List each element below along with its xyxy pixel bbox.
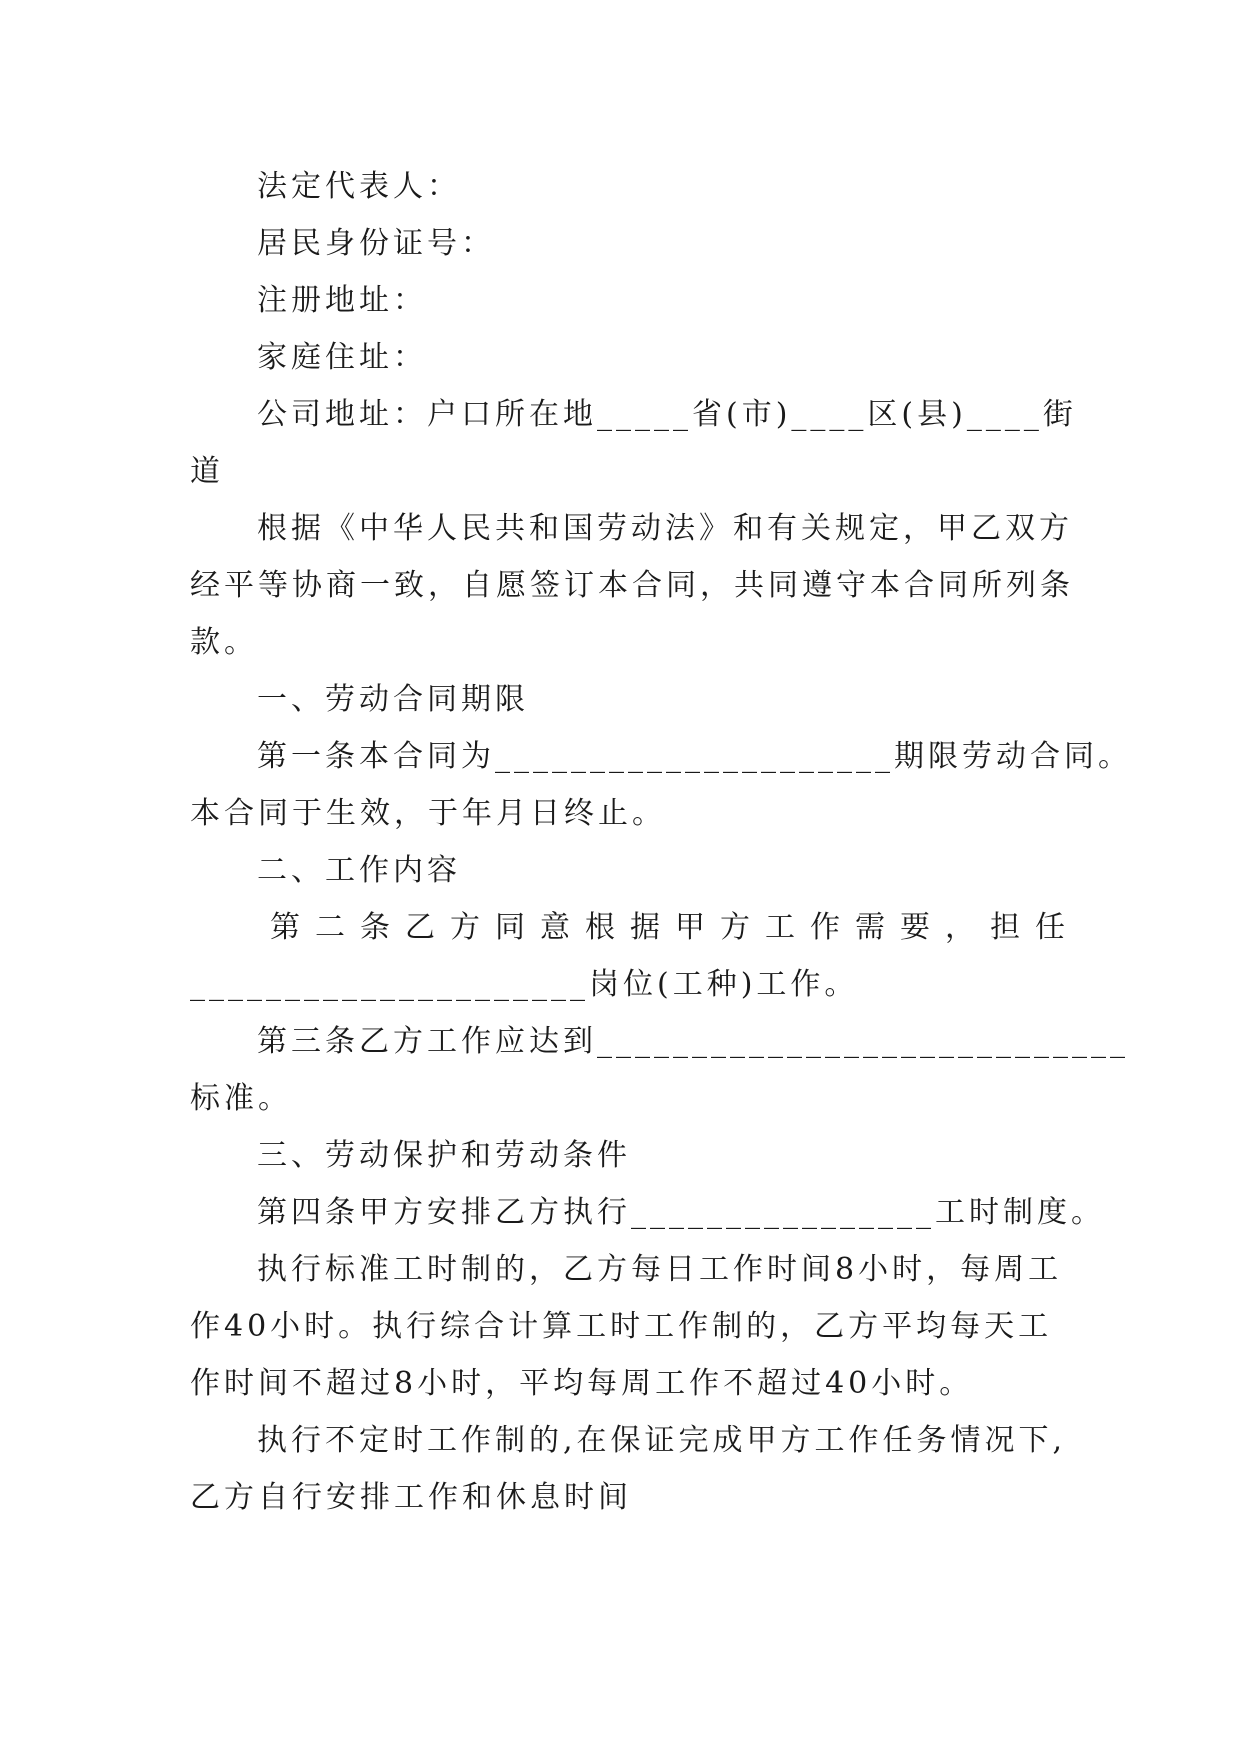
id-number-line: 居民身份证号：: [257, 226, 495, 261]
article-1-line-1: 第一条本合同为_____________________期限劳动合同。: [257, 739, 1132, 774]
company-address-continuation: 道: [190, 454, 224, 489]
article-2-line-2: _____________________岗位(工种)工作。: [190, 967, 859, 1002]
section-heading-3: 三、劳动保护和劳动条件: [257, 1138, 631, 1173]
standard-hours-line-1: 执行标准工时制的，乙方每日工作时间8小时，每周工: [257, 1252, 1063, 1287]
article-3-line-2: 标准。: [190, 1081, 292, 1116]
standard-hours-line-3: 作时间不超过8小时，平均每周工作不超过40小时。: [190, 1366, 974, 1401]
preamble-line-2: 经平等协商一致，自愿签订本合同，共同遵守本合同所列条: [190, 568, 1074, 603]
article-3-line-1: 第三条乙方工作应达到____________________________: [257, 1024, 1129, 1059]
flexible-hours-line-1: 执行不定时工作制的,在保证完成甲方工作任务情况下,: [257, 1423, 1067, 1458]
article-1-line-2: 本合同于生效，于年月日终止。: [190, 796, 666, 831]
article-2-line-1: 第二条乙方同意根据甲方工作需要，担任: [270, 910, 1065, 945]
section-heading-2: 二、工作内容: [257, 853, 461, 888]
home-address-line: 家庭住址：: [257, 340, 427, 375]
preamble-line-3: 款。: [190, 625, 258, 660]
standard-hours-line-2: 作40小时。执行综合计算工时工作制的，乙方平均每天工: [190, 1309, 1053, 1344]
article-4-line: 第四条甲方安排乙方执行________________工时制度。: [257, 1195, 1105, 1230]
company-address-line: 公司地址：户口所在地_____省(市)____区(县)____街: [257, 397, 1077, 432]
section-heading-1: 一、劳动合同期限: [257, 682, 529, 717]
registered-address-line: 注册地址：: [257, 283, 427, 318]
flexible-hours-line-2: 乙方自行安排工作和休息时间: [190, 1480, 632, 1515]
preamble-line-1: 根据《中华人民共和国劳动法》和有关规定，甲乙双方: [257, 511, 1073, 546]
legal-representative-line: 法定代表人：: [257, 169, 461, 204]
